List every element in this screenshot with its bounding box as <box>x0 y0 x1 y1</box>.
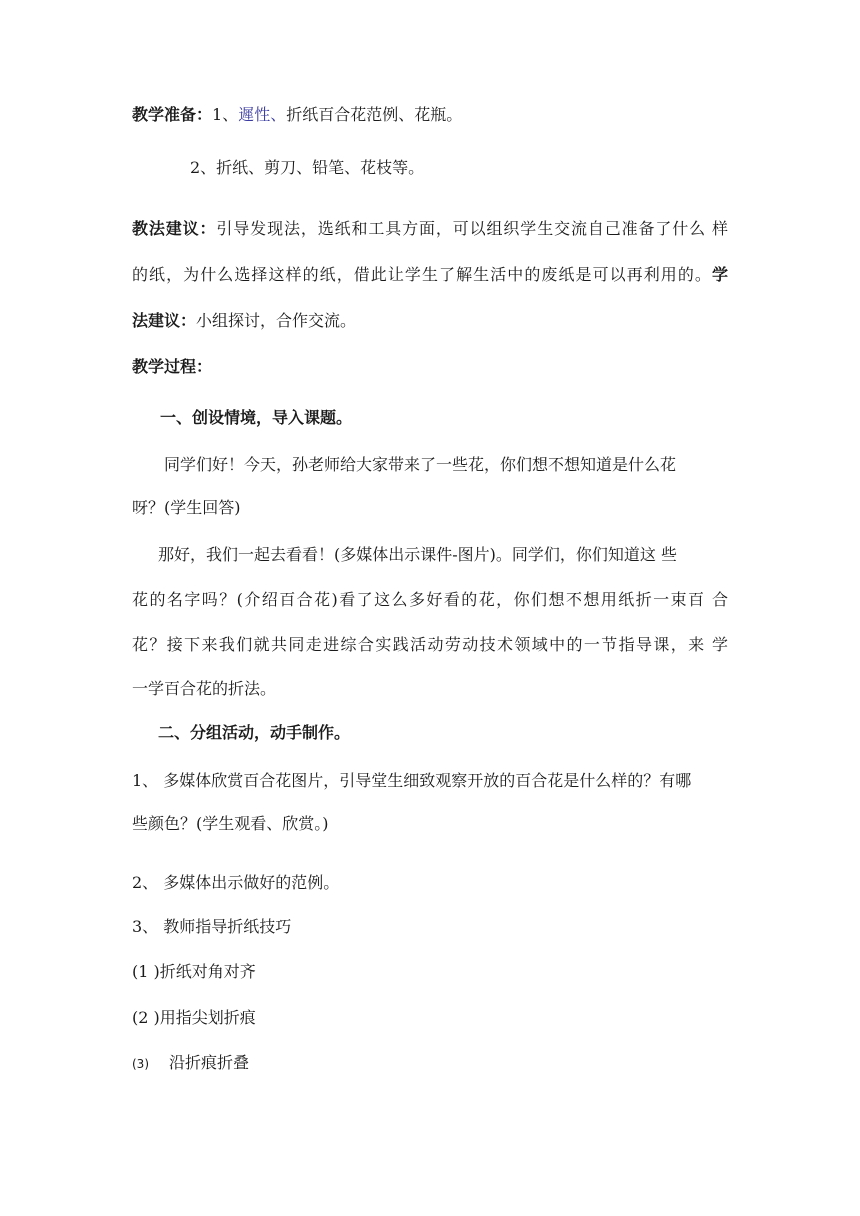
teaching-prep-label: 教学准备： <box>132 105 213 124</box>
study-method-label-part1: 学 <box>711 265 728 284</box>
method-line1-text: 引导发现法，选纸和工具方面，可以组织学生交流自己准备了什么 样 <box>216 219 728 238</box>
step1-line2: 些颜色？(学生观看、欣赏。) <box>132 814 329 833</box>
step3: 3、 教师指导折纸技巧 <box>132 917 292 936</box>
teaching-prep-line1 <box>132 104 462 126</box>
process-label: 教学过程： <box>132 357 213 376</box>
step2: 2、 多媒体出示做好的范例。 <box>132 873 340 892</box>
para2-line2: 花的名字吗？(介绍百合花)看了这么多好看的花，你们想不想用纸折一束百 合 <box>132 590 728 609</box>
para2-line1: 那好，我们一起去看看！(多媒体出示课件-图片)。同学们，你们知道这 些 <box>158 545 677 564</box>
method-line2 <box>132 264 728 286</box>
sub-step3-number: (3) <box>132 1057 149 1071</box>
prep-item2: 2、折纸、剪刀、铅笔、花枝等。 <box>190 158 425 177</box>
prep-item1-rest: 折纸百合花范例、花瓶。 <box>286 105 463 124</box>
prep-item1-link[interactable]: 遲性、 <box>238 105 287 124</box>
para1-line2: 呀？(学生回答) <box>132 498 241 517</box>
method-label: 教法建议： <box>132 219 217 238</box>
para1-line1: 同学们好！今天，孙老师给大家带来了一些花，你们想不想知道是什么花 <box>164 455 677 474</box>
para2-line3: 花？接下来我们就共同走进综合实践活动劳动技术领域中的一节指导课，来 学 <box>132 635 728 654</box>
study-method-text: 小组探讨，合作交流。 <box>196 311 357 330</box>
sub-step3-text: 沿折痕折叠 <box>169 1053 250 1072</box>
method-line3 <box>132 310 356 332</box>
step1-line1: 1、 多媒体欣赏百合花图片，引导堂生细致观察开放的百合花是什么样的？有哪 <box>132 771 692 790</box>
method-line1 <box>132 218 728 240</box>
sub-step1: (1 )折纸对角对齐 <box>132 962 256 981</box>
method-line2-text: 的纸，为什么选择这样的纸，借此让学生了解生活中的废纸是可以再利用的。 <box>132 265 712 284</box>
sub-step2: (2 )用指尖划折痕 <box>132 1008 256 1027</box>
section2-title: 二、分组活动，动手制作。 <box>158 723 351 742</box>
prep-item1-prefix: 1、 <box>212 105 239 124</box>
sub-step3 <box>132 1052 249 1075</box>
para2-line4: 一学百合花的折法。 <box>132 679 277 698</box>
study-method-label-part2: 法建议： <box>132 311 197 330</box>
section1-title: 一、创设情境，导入课题。 <box>160 408 353 427</box>
